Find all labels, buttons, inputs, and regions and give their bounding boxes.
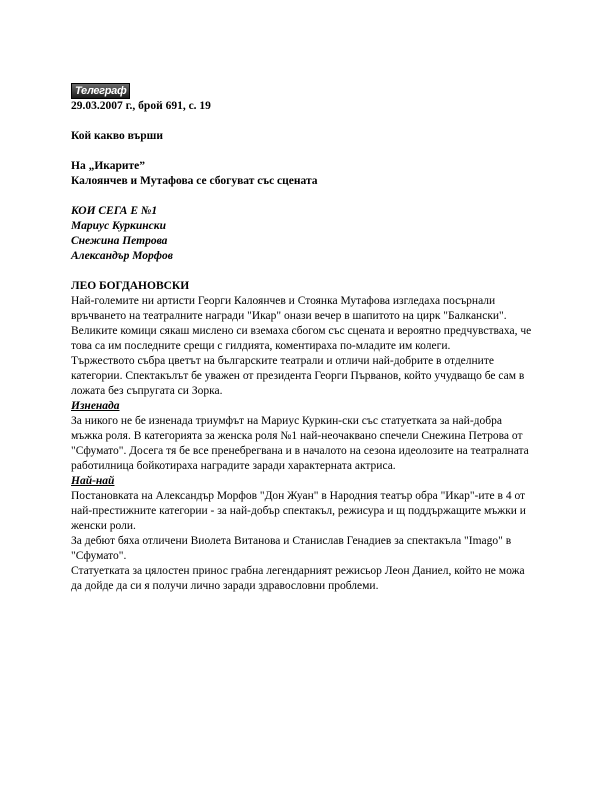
body-paragraph: Великите комици сякаш мислено си вземаха сбогом със сцената и вероятно предчувстваха, че това са им последните срещи с гилдията, коментираха по-младите им колеги. <box>71 325 532 352</box>
body-paragraph: Постановката на Александър Морфов "Дон Жуан" в Народния театър обра "Икар"-ите в 4 от най-престижните категории - за най-добър спектакъл, режисура и щ поддържащите мъжки и женски роли. <box>71 490 526 532</box>
body-paragraph: За дебют бяха отличени Виолета Витанова и Станислав Генадиев за спектакъла "Imago" в "Сфумато". <box>71 535 512 562</box>
sidebar-name: Снежина Петрова <box>71 235 168 247</box>
sidebar-name: Александър Морфов <box>71 250 173 262</box>
body-paragraph: Статуетката за цялостен принос грабна легендарният режисьор Леон Даниел, който не можа да дойде да си я получи лично заради здравословни проблеми. <box>71 565 525 592</box>
source-line: 29.03.2007 г., брой 691, с. 19 <box>71 100 211 112</box>
headline-line-2: Калоянчев и Мутафова се сбогуват със сцената <box>71 175 318 187</box>
subheading-surprise: Изненада <box>71 400 120 412</box>
body-paragraph: Най-големите ни артисти Георги Калоянчев и Стоянка Мутафова изгледаха посърнали връчването на театралните награди "Икар" онази вечер в шапитото на цирк "Балкански". <box>71 295 507 322</box>
newspaper-logo: Телеграф <box>71 83 130 99</box>
body-paragraph: За никого не бе изненада триумфът на Мариус Куркин-ски със статуетката за най-добра мъжка роля. В категорията за женска роля №1 най-неочаквано спечели Снежина Петрова от "Сфумато". Досега тя бе все пренебрегвана и в началото на сезона идеолозите на театралната работилница бойкотираха наградите заради характерната актриса. <box>71 415 529 472</box>
sidebar-title: КОИ СЕГА Е №1 <box>71 205 158 217</box>
article <box>71 83 533 594</box>
author-byline: ЛЕО БОГДАНОВСКИ <box>71 280 190 292</box>
rubric: Кой какво върши <box>71 130 163 142</box>
body-paragraph: Тържеството събра цветът на българските театрали и отличи най-добрите в отделните категории. Спектакълът бе уважен от президента Георги Първанов, който учудващо бе сам в ложата без съпругата си Зорка. <box>71 355 525 397</box>
subheading-best: Най-най <box>71 475 115 487</box>
headline-line-1: На „Икарите” <box>71 160 145 172</box>
sidebar-name: Мариус Куркински <box>71 220 166 232</box>
